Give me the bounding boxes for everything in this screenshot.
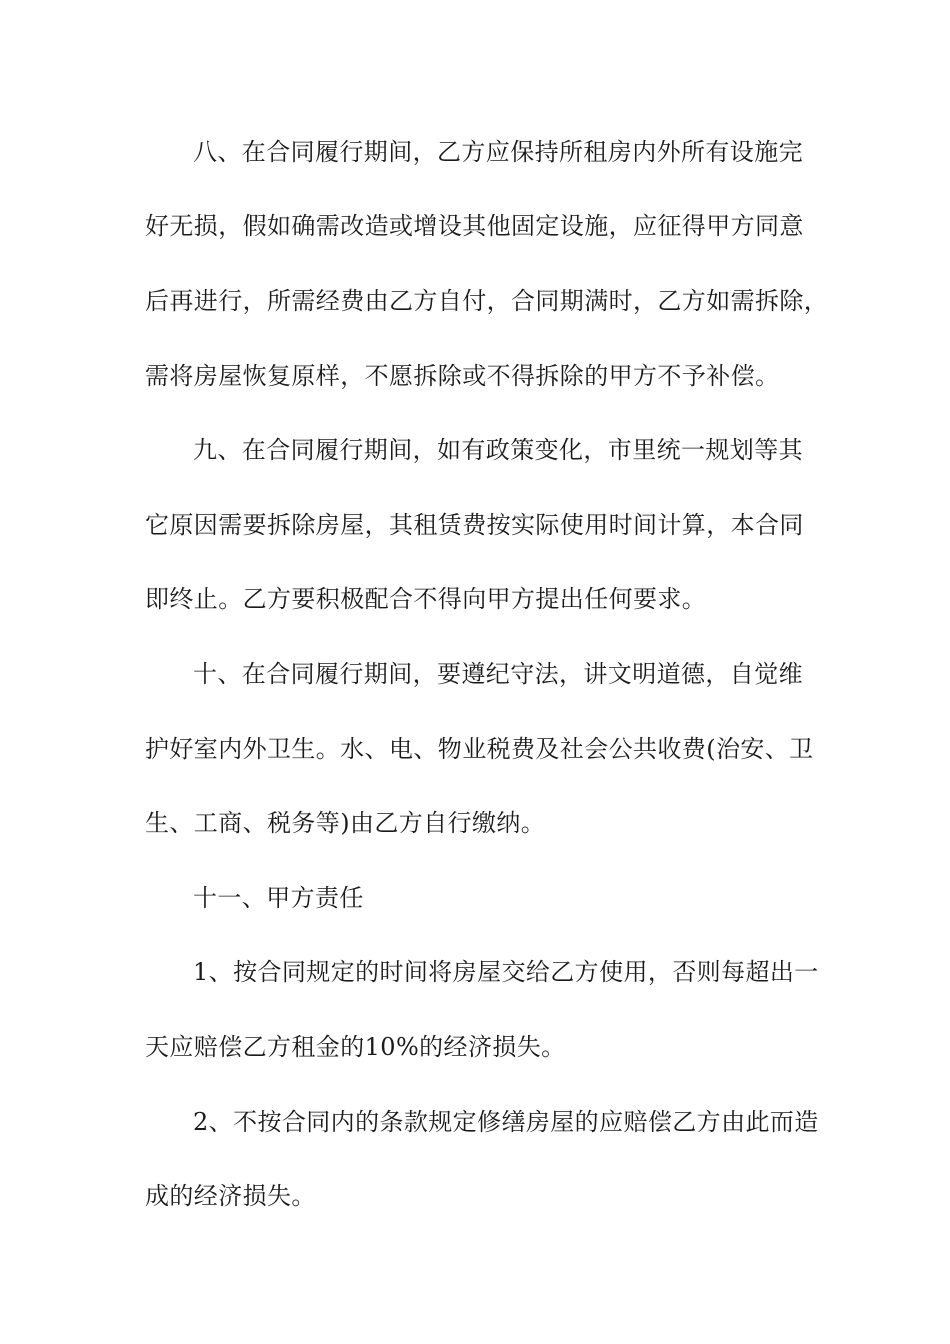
clause-10-line-2: 护好室内外卫生。水、电、物业税费及社会公共收费(治安、卫 [145, 735, 814, 763]
clause-11-item-2-line-1: 2、不按合同内的条款规定修缮房屋的应赔偿乙方由此而造 [193, 1108, 819, 1136]
clause-9-line-1: 九、在合同履行期间，如有政策变化，市里统一规划等其 [193, 436, 803, 464]
clause-11-item-1-line-1: 1、按合同规定的时间将房屋交给乙方使用，否则每超出一 [193, 958, 819, 986]
clause-9-line-3: 即终止。乙方要积极配合不得向甲方提出任何要求。 [145, 585, 707, 613]
clause-10-line-3: 生、工商、税务等)由乙方自行缴纳。 [145, 809, 546, 837]
clause-8-line-2: 好无损，假如确需改造或增设其他固定设施，应征得甲方同意 [145, 212, 804, 240]
clause-11-item-2-line-2: 成的经济损失。 [145, 1182, 316, 1210]
clause-8-line-4: 需将房屋恢复原样，不愿拆除或不得拆除的甲方不予补偿。 [145, 362, 780, 390]
clause-11-heading: 十一、甲方责任 [193, 884, 364, 912]
clause-10-line-1: 十、在合同履行期间，要遵纪守法，讲文明道德，自觉维 [193, 660, 803, 688]
clause-9-line-2: 它原因需要拆除房屋，其租赁费按实际使用时间计算，本合同 [145, 511, 804, 539]
clause-8-line-3: 后再进行，所需经费由乙方自付，合同期满时，乙方如需拆除， [145, 287, 829, 315]
clause-8-line-1: 八、在合同履行期间，乙方应保持所租房内外所有设施完 [193, 138, 803, 166]
clause-11-item-1-line-2: 天应赔偿乙方租金的10%的经济损失。 [145, 1033, 566, 1061]
